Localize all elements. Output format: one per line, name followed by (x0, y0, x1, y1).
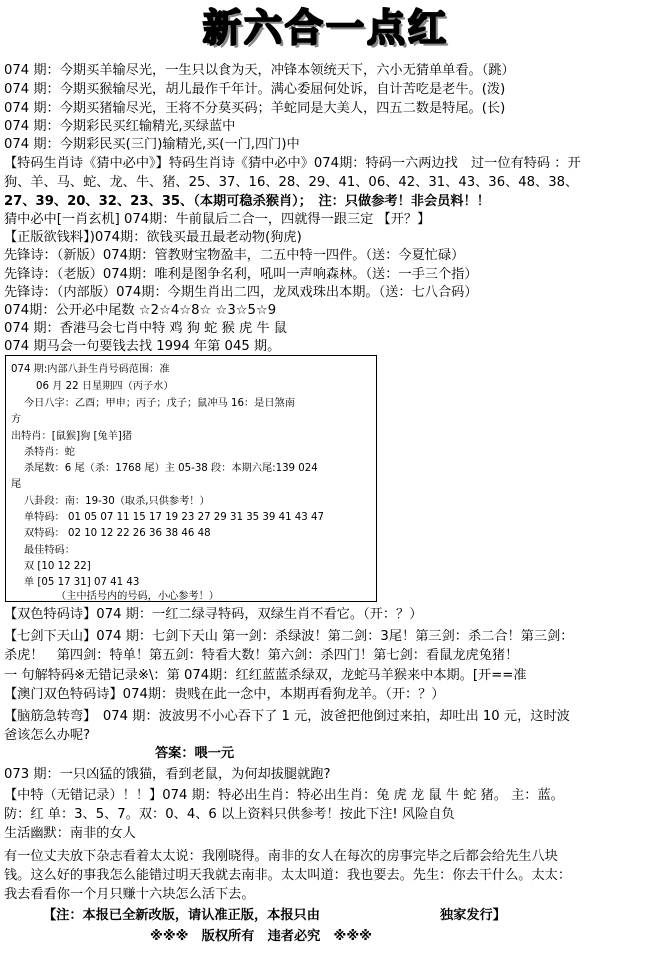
text-line: 【特码生肖诗《猜中必中》】特码生肖诗《猜中必中》074期：特码一六两边找 过一位有特码 ：开 (4, 156, 581, 171)
text-line: 有一位丈夫放下杂志看着太太说：我刚晓得。南非的女人在每次的房事完毕之后都会给先生八块 (4, 849, 558, 864)
text-line: 【七剑下天山】074 期：七剑下天山 第一剑：杀绿波！第二剑：3尾！第三剑：杀二合！第三剑： (4, 629, 574, 644)
text-line: 狗、羊、马、蛇、龙、牛、猪、25、37、16、28、29、41、06、42、31、43、36、48、38、 (4, 175, 579, 190)
box-line: 双 [10 12 22] (24, 561, 91, 572)
text-line: 一 句解特码※无错记录※\：第 074期：红红蓝蓝杀绿双，龙蛇马羊猴来中本期。[开==准 (4, 668, 527, 683)
text-line: 先锋诗：（老版）074期：唯利是图争名利，吼叫一声响森林。（送：一手三个指） (4, 267, 478, 282)
text-line: 【澳门双色特码诗】074期：贵贱在此一念中，本期再看狗龙羊。（开：？） (4, 687, 445, 702)
text-line: 073 期：一只凶猛的饿猫，看到老鼠，为何却拔腿就跑? (4, 767, 331, 782)
copyright-notice: ※※※ 版权所有 违者必究 ※※※ (150, 929, 372, 944)
footer-note-left: 【注：本报已全新改版，请认准正版，本报只由 (43, 908, 320, 923)
text-line: 074 期：今期买羊输尽光，一生只以食为天，冲锋本领统天下，六小无猜单单看。（跳） (4, 63, 515, 78)
box-line: 单特码： 01 05 07 11 15 17 19 23 27 29 31 35 39 41 43 47 (24, 512, 324, 523)
box-line: 最佳特码： (24, 545, 75, 556)
text-line: 074 期：香港马会七肖中特 鸡 狗 蛇 猴 虎 牛 鼠 (4, 321, 287, 336)
text-line: 生活幽默：南非的女人 (4, 826, 136, 841)
box-line: 单 [05 17 31] 07 41 43 (24, 577, 140, 588)
text-line: 074 期：今期彩民买(三门)输精光,买(一门,四门)中 (4, 137, 300, 152)
text-line: 074期：公开必中尾数 ☆2☆4☆8☆ ☆3☆5☆9 (4, 303, 277, 318)
text-line: 猜中必中[一肖玄机] 074期：牛前鼠后二合一，四就得一跟三定 【开？】 (4, 212, 431, 227)
text-line: 【双色特码诗】074 期：一红二绿寻特码，双绿生肖不看它。（开：？） (4, 607, 423, 622)
footer-note-right: 独家发行】 (440, 908, 506, 923)
box-line: 出特肖：[鼠猴]狗 [兔羊]猪 (11, 431, 133, 442)
text-line: 爸该怎么办呢? (4, 728, 91, 743)
box-line: 双特码： 02 10 12 22 26 36 38 46 48 (24, 528, 211, 539)
text-line: 杀虎！ 第四剑：特单！第五剑：特看大数！第六剑：杀四门！第七剑：看鼠龙虎兔猪！ (4, 648, 519, 663)
page-title: 新六合一点红 (202, 5, 449, 50)
text-line: 先锋诗：（新版）074期：管教财宝物盈丰，二五中特一四件。（送：今夏忙碌） (4, 248, 465, 263)
text-line: 我去看看你一个月只赚十六块怎么活下去。 (4, 887, 255, 902)
box-line: 今日八字：乙酉；甲申；丙子；戊子；鼠冲马 16：是日煞南 (24, 398, 295, 409)
text-line: 先锋诗：（内部版）074期：今期生肖出二四，龙凤戏珠出本期。（送：七八合码） (4, 285, 478, 300)
box-line: 杀尾数：6 尾（杀：1768 尾）主 05-38 段：本期六尾:139 024 (24, 463, 318, 474)
riddle-answer: 答案：喂一元 (155, 746, 235, 761)
box-line: 尾 (11, 479, 22, 490)
text-line: 防：红 单：3、5、7。双：0、4、6 以上资料只供参考！按此下注! 风险自负 (4, 807, 455, 822)
bagua-info-box (5, 355, 377, 602)
text-line: 074 期：今期买猪输尽光，王将不分莫买码；羊蛇同是大美人，四五二数是特尾。(长) (4, 101, 506, 116)
box-line: 八卦段：南：19-30（取杀,只供参考！） (24, 496, 210, 507)
box-line: （主中括号内的号码，小心参考！） (56, 591, 219, 602)
text-line: 钱。这么好的事我怎么能错过明天我就去南非。太太叫道：我也要去。先生：你去干什么。太太： (4, 868, 572, 883)
text-line: 074 期：今期彩民买红输精光,买绿蓝中 (4, 119, 236, 134)
text-line: 27、39、20、32、23、35、（本期可稳杀猴肖）； 注：只做参考！非会员料！！ (4, 194, 490, 209)
box-line: 方 (11, 414, 22, 425)
text-line: 074 期：今期买猴输尽光，胡儿最作千年计。满心委屈何处诉，自计苦吃是老牛。(泼) (4, 82, 506, 97)
text-line: 【正版欲钱料】)074期：欲钱买最丑最老动物(狗虎) (4, 230, 302, 245)
text-line: 074 期马会一句要钱去找 1994 年第 045 期。 (4, 339, 281, 354)
box-line: 074 期:内部八卦生肖号码范围：准 (11, 364, 170, 375)
text-line: 【中特（无错记录）！！】074 期：特必出生肖：特必出生肖：兔 虎 龙 鼠 牛 蛇 猪。 主：蓝。 (4, 788, 564, 803)
box-line: 06 月 22 日星期四（丙子水） (36, 381, 174, 392)
text-line: 【脑筋急转弯】 074 期：波波男不小心吞下了 1 元，波爸把他倒过来拍，却吐出 10 元，这时波 (4, 709, 570, 724)
box-line: 杀特肖：蛇 (24, 447, 75, 458)
